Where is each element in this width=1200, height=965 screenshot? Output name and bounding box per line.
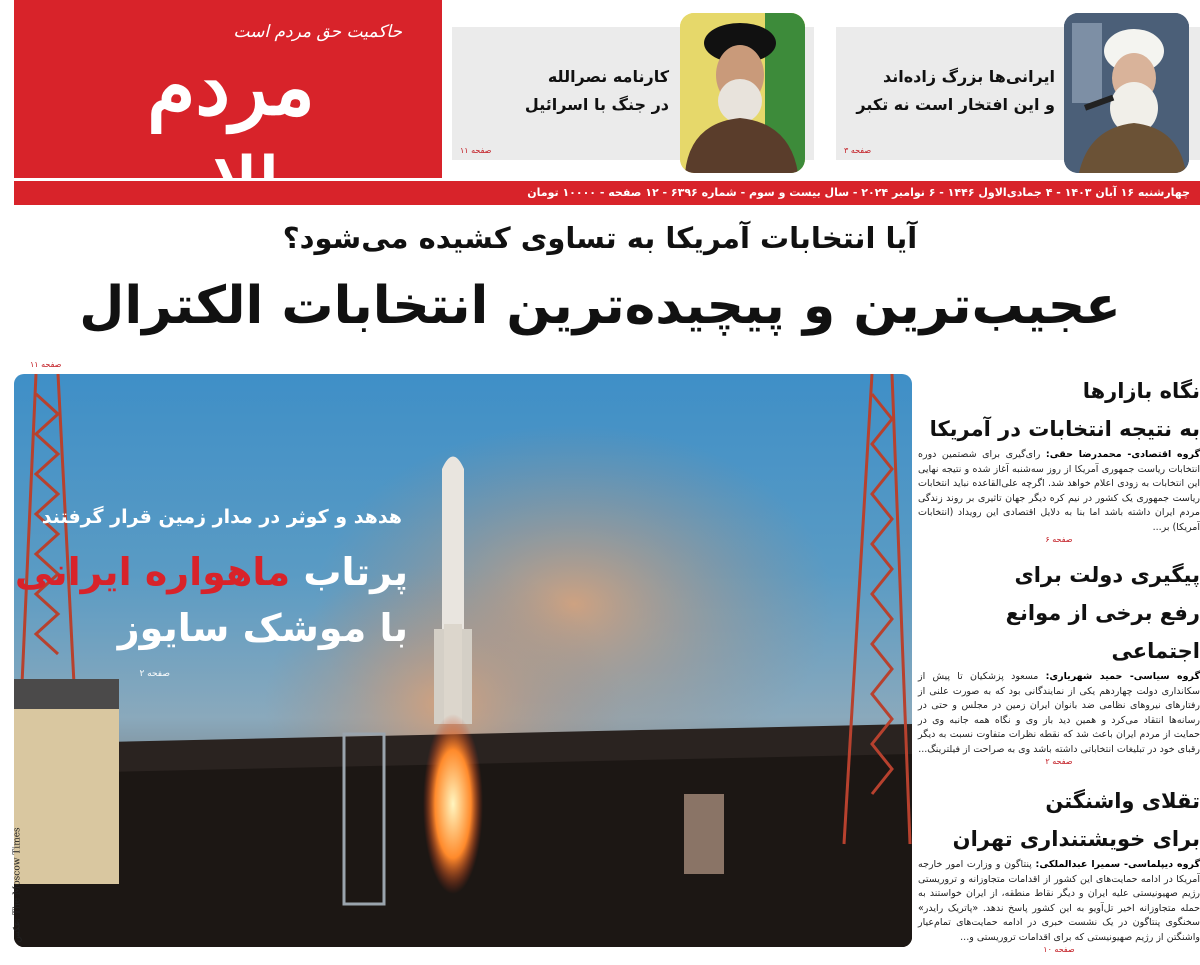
story-body [918, 670, 1200, 757]
story-page: صفحه ۱۰ [1043, 945, 1075, 954]
photo-story-kicker: هدهد و کوثر در مدار زمین قرار گرفتند [41, 506, 402, 528]
teaser-line1: کارنامه نصرالله [547, 67, 669, 86]
teaser-page: صفحه ۱۱ [460, 146, 492, 155]
story-title-line2: برای خویشتنداری تهران [952, 827, 1200, 851]
story-title-line2: رفع برخی از موانع اجتماعی [1005, 601, 1200, 663]
teaser-line1: ایرانی‌ها بزرگ زاده‌اند [882, 67, 1055, 86]
column-story-government[interactable] [918, 556, 1200, 766]
masthead-slogan: حاکمیت حق مردم است [233, 22, 402, 42]
photo-story-page: صفحه ۲ [139, 669, 170, 679]
lead-headline[interactable]: عجیب‌ترین و پیچیده‌ترین انتخابات الکترال [79, 276, 1121, 336]
story-byline: گروه اقتصادی- محمدرضا حقی: [1045, 449, 1200, 460]
story-text: پنتاگون و وزارت امور خارجه آمریکا در ادامه حمایت‌های این کشور از اقدامات متجاوزانه و تروریستی رژیم صهیونیستی علیه ایران و دیگر نقاط منطقه، از ایران خواستند به حمله متجاوزانه اخیر تل‌آویو به این کشور پاسخ ندهد. «پاتریک رایدر» سخنگوی پنتاگون در یک نشست خبری در ادامه حمایت‌های تمام‌عیار واشنگتن از رژیم صهیونیستی که برای اقدامات تروریستی و... [918, 859, 1200, 943]
launch-scene [14, 374, 912, 947]
teaser-page: صفحه ۳ [844, 146, 872, 155]
nasrallah-photo [680, 13, 805, 173]
teaser-line2: در جنگ با اسرائیل [524, 95, 669, 114]
column-story-markets[interactable] [918, 372, 1200, 544]
masthead-logo[interactable] [14, 0, 442, 178]
story-title-line1: نگاه بازارها [1082, 379, 1200, 403]
title-highlight: ماهواره ایرانی [14, 550, 291, 594]
portrait-figure [680, 13, 805, 173]
teaser-text [525, 63, 669, 119]
story-text: رای‌گیری برای شصتمین دوره انتخابات ریاست جمهوری آمریکا از روز سه‌شنبه آغاز شده و نتیجه نهایی این انتخابات به زودی اعلام خواهد شد. اگرچه علی‌القاعده نباید انتخابات ریاست جمهوری یک کشور در نیم کره دیگر جهان تاثیری بر روند زندگی مردم ایران داشته باشد اما بنا به دلایل اقتصادی این رویداد (انتخابات آمریکا) بر... [918, 449, 1200, 533]
story-page: صفحه ۲ [1045, 757, 1073, 766]
teaser-javadi-amoli[interactable] [836, 27, 1200, 160]
teaser-line2: و این افتخار است نه تکبر [856, 95, 1055, 114]
column-story-washington[interactable] [918, 782, 1200, 954]
lead-page: صفحه ۱۱ [30, 360, 62, 369]
story-byline: گروه دیپلماسی- سمیرا عبدالملکی: [1035, 859, 1200, 870]
rocket-launch-photo[interactable] [14, 374, 912, 947]
story-title-line1: پیگیری دولت برای [1014, 563, 1200, 587]
masthead-name: مردم [147, 42, 315, 133]
title-part-b: با موشک سایوز [117, 606, 408, 650]
teaser-nasrallah[interactable] [452, 27, 814, 160]
story-body [918, 448, 1200, 535]
teaser-text [856, 63, 1055, 119]
title-part-a: پرتاب [303, 550, 408, 594]
photo-story-title [15, 544, 408, 656]
story-title-line1: تقلای واشنگتن [1045, 789, 1200, 813]
photo-credit [0, 827, 23, 943]
portrait-figure [1064, 13, 1189, 173]
dateline-bar: چهارشنبه ۱۶ آبان ۱۴۰۳ - ۴ جمادی‌الاول ۱۴۴۶ - ۶ نوامبر ۲۰۲۴ - سال بیست و سوم - شماره ۶۳۹۶ - ۱۲ صفحه - ۱۰۰۰۰ تومان [14, 181, 1200, 205]
story-body [918, 858, 1200, 945]
photo-credit-text: The Moscow Times :عکس [12, 827, 23, 943]
story-page: صفحه ۶ [1045, 535, 1073, 544]
story-text: مسعود پزشکیان تا پیش از سکانداری دولت چهاردهم یکی از نمایندگانی بود که به صورت علنی از رفتارهای نیروهای نظامی ضد بانوان ایران زمین در مجلس و حتی در رسانه‌ها انتقاد می‌کرد و همین دید باز وی و نگاه همه جانبه وی در حمایت از مردم ایران باعث شد که نقطه نظرات متفاوت نسبت به دیگر رقبای خود در تبلیغات انتخاباتی داشته باشد وی به صراحت از فیلترینگ... [918, 671, 1200, 755]
cleric-photo [1064, 13, 1189, 173]
story-byline: گروه سیاسی- حمید شهریاری: [1045, 671, 1200, 682]
story-title-line2: به نتیجه انتخابات در آمریکا [929, 417, 1200, 441]
lead-kicker[interactable]: آیا انتخابات آمریکا به تساوی کشیده می‌شود؟ [282, 221, 918, 255]
